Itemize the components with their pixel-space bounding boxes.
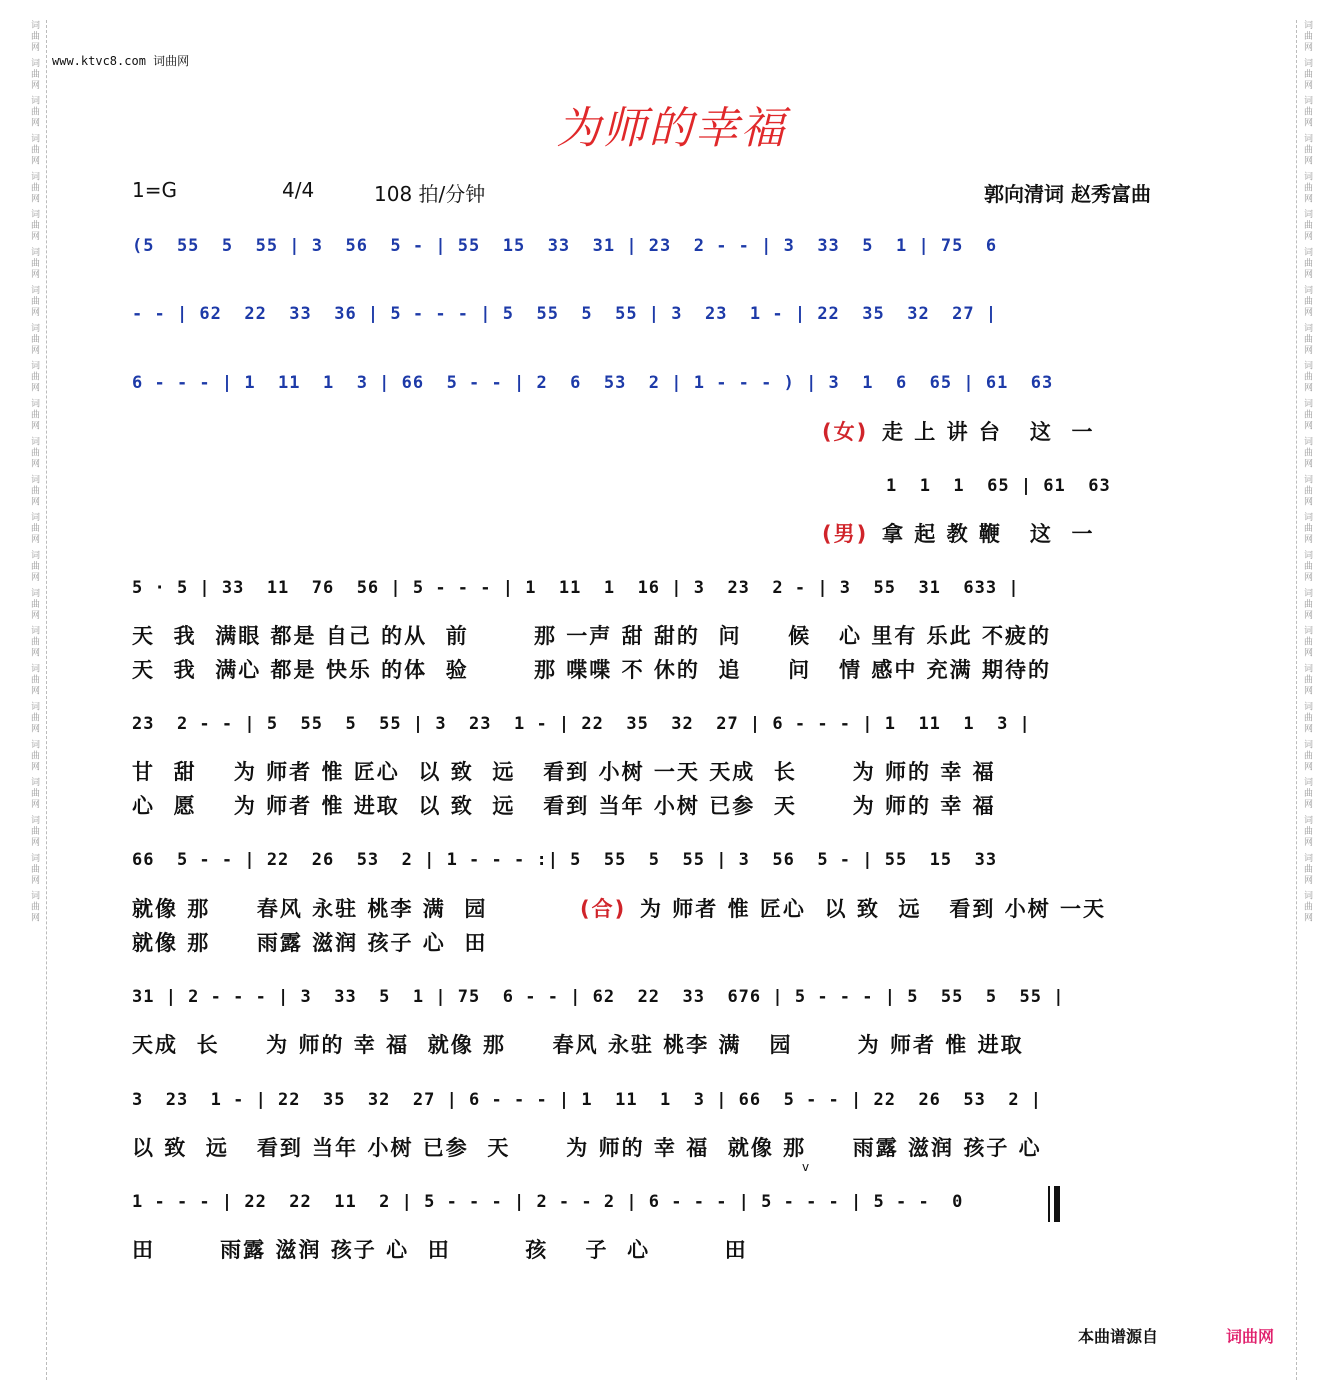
notation-row-3: 6 - - - | 1 11 1 3 | 66 5 - - | 2 6 53 2 | 1 - - - ) | 3 1 6 65 | 61 63 — [132, 373, 1054, 393]
lyric-row-7-verse-1: 就像 那 春风 永驻 桃李 满 园 — [132, 897, 488, 921]
site-url[interactable]: www.ktvc8.com 词曲网 — [52, 54, 190, 68]
notation-row-4: 1 1 1 65 | 61 63 — [886, 476, 1111, 496]
lyric-row-5-verse-2: 天 我 满心 都是 快乐 的体 验 那 喋喋 不 休的 追 问 情 感中 充满 期待的 — [132, 658, 1051, 682]
left-watermark-text: 词曲网 词曲网 词曲网 词曲网 词曲网 词曲网 词曲网 词曲网 词曲网 词曲网 词曲网 词曲网 词曲网 词曲网 词曲网 词曲网 词曲网 词曲网 词曲网 词曲网 词曲网 词曲网 词曲网 词曲网 — [29, 20, 39, 924]
source-label: 本曲谱源自 — [1078, 1327, 1159, 1346]
notation-row-5: 5 · 5 | 33 11 76 56 | 5 - - - | 1 11 1 16 | 3 23 2 - | 3 55 31 633 | — [132, 578, 1020, 598]
lyric-row-7-verse-2: 就像 那 雨露 滋润 孩子 心 田 — [132, 931, 488, 955]
notation-row-9: 3 23 1 - | 22 35 32 27 | 6 - - - | 1 11 1 3 | 66 5 - - | 22 26 53 2 | — [132, 1090, 1043, 1110]
notation-row-8: 31 | 2 - - - | 3 33 5 1 | 75 6 - - | 62 22 33 676 | 5 - - - | 5 55 5 55 | — [132, 987, 1065, 1007]
source-site-link[interactable]: 词曲网 — [1226, 1327, 1275, 1346]
breath-mark: v — [802, 1160, 810, 1174]
right-watermark-strip — [1296, 20, 1319, 1380]
credits: 郭向清词 赵秀富曲 — [984, 182, 1151, 206]
notation-row-2: - - | 62 22 33 36 | 5 - - - | 5 55 5 55 | 3 23 1 - | 22 35 32 27 | — [132, 304, 998, 324]
tempo: 108 拍/分钟 — [374, 182, 486, 206]
lyric-row-8: 天成 长 为 师的 幸 福 就像 那 春风 永驻 桃李 满 园 为 师者 惟 进取 — [132, 1033, 1024, 1057]
notation-row-10: 1 - - - | 22 22 11 2 | 5 - - - | 2 - - 2 | 6 - - - | 5 - - - | 5 - - 0 — [132, 1192, 964, 1212]
lyric-female-intro: 走 上 讲 台 这 一 — [882, 420, 1095, 444]
final-barline-thick — [1054, 1186, 1060, 1222]
lyric-row-10: 田 雨露 滋润 孩子 心 田 孩 子 心 田 — [132, 1238, 748, 1262]
lyric-male-intro: 拿 起 教 鞭 这 一 — [882, 522, 1095, 546]
notation-row-7: 66 5 - - | 22 26 53 2 | 1 - - - :| 5 55 5 55 | 3 56 5 - | 55 15 33 — [132, 850, 998, 870]
key-signature: 1=G — [132, 178, 177, 202]
chorus-tag: (合) — [580, 897, 627, 921]
lyric-row-6-verse-2: 心 愿 为 师者 惟 进取 以 致 远 看到 当年 小树 已参 天 为 师的 幸 福 — [132, 794, 996, 818]
notation-row-1: (5 55 5 55 | 3 56 5 - | 55 15 33 31 | 23 2 - - | 3 33 5 1 | 75 6 — [132, 236, 998, 256]
song-title: 为师的幸福 — [556, 103, 787, 154]
lyric-row-7-chorus: 为 师者 惟 匠心 以 致 远 看到 小树 一天 — [640, 897, 1107, 921]
notation-row-6: 23 2 - - | 5 55 5 55 | 3 23 1 - | 22 35 32 27 | 6 - - - | 1 11 1 3 | — [132, 714, 1031, 734]
left-watermark-strip — [24, 20, 47, 1380]
lyric-row-9: 以 致 远 看到 当年 小树 已参 天 为 师的 幸 福 就像 那 雨露 滋润 孩子 心 — [132, 1136, 1042, 1160]
time-signature: 4/4 — [282, 178, 315, 202]
lyric-row-6-verse-1: 甘 甜 为 师者 惟 匠心 以 致 远 看到 小树 一天 天成 长 为 师的 幸 福 — [132, 760, 996, 784]
final-barline-thin — [1048, 1186, 1050, 1222]
male-tag: (男) — [822, 522, 869, 546]
right-watermark-text: 词曲网 词曲网 词曲网 词曲网 词曲网 词曲网 词曲网 词曲网 词曲网 词曲网 词曲网 词曲网 词曲网 词曲网 词曲网 词曲网 词曲网 词曲网 词曲网 词曲网 词曲网 词曲网 词曲网 词曲网 — [1302, 20, 1312, 924]
lyric-row-5-verse-1: 天 我 满眼 都是 自己 的从 前 那 一声 甜 甜的 问 候 心 里有 乐此 不疲的 — [132, 624, 1051, 648]
female-tag: (女) — [822, 420, 869, 444]
